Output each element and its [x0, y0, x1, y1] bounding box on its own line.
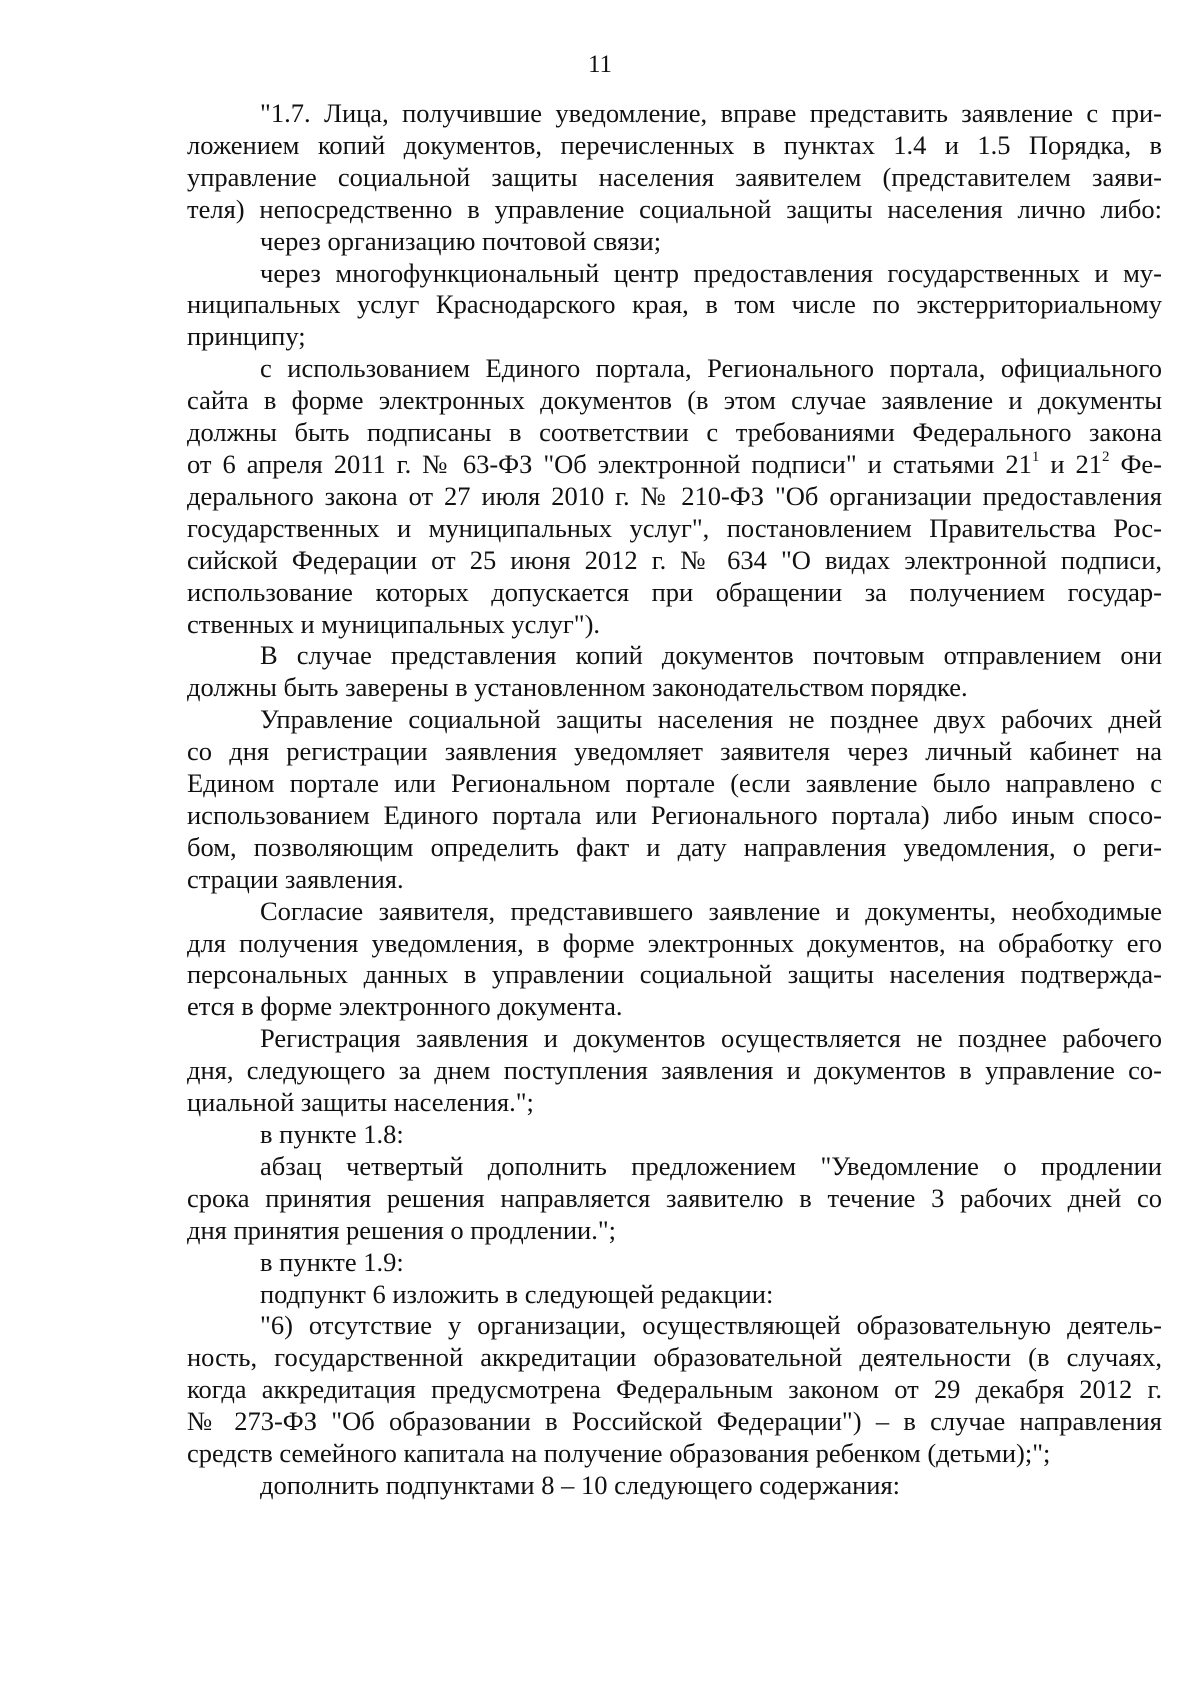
text-line: № 273-ФЗ "Об образовании в Российской Федерации") – в случае направления — [187, 1406, 1162, 1437]
paragraph-mfc — [187, 258, 1162, 354]
paragraph-1-7 — [187, 98, 1162, 226]
text-line: ниципальных услуг Краснодарского края, в том числе по экстерриториальному — [187, 289, 1162, 320]
text-line: подпункт 6 изложить в следующей редакции: — [260, 1278, 774, 1309]
superscript: 1 — [1031, 448, 1040, 465]
text-line: средств семейного капитала на получение образования ребенком (детьми);"; — [187, 1438, 1051, 1469]
document-body — [187, 98, 1162, 1502]
paragraph-item-1-8 — [187, 1119, 1162, 1151]
text-segment: от 6 апреля 2011 г. № 63-ФЗ "Об электронной подписи" и статьями 21 — [187, 448, 1032, 479]
superscript: 2 — [1101, 448, 1110, 465]
paragraph-abzac-4 — [187, 1151, 1162, 1247]
text-line: управление социальной защиты населения заявителем (представителем заяви- — [187, 161, 1162, 192]
text-line: со дня регистрации заявления уведомляет заявителя через личный кабинет на — [187, 736, 1162, 767]
text-line: принципу; — [187, 321, 306, 352]
text-line: абзац четвертый дополнить предложением "Уведомление о продлении — [260, 1150, 1162, 1181]
text-line: "6) отсутствие у организации, осуществляющей образовательную деятель- — [260, 1310, 1162, 1341]
text-line: теля) непосредственно в управление социальной защиты населения лично либо: — [187, 193, 1162, 224]
text-line: использованием Единого портала или Регионального портала) либо иным спосо- — [187, 799, 1162, 830]
text-line: сийской Федерации от 25 июня 2012 г. № 634 "О видах электронной подписи, — [187, 544, 1162, 575]
text-line: с использованием Единого портала, Регионального портала, официального — [260, 353, 1162, 384]
text-line: страции заявления. — [187, 863, 404, 894]
text-line: когда аккредитация предусмотрена Федеральным законом от 29 декабря 2012 г. — [187, 1374, 1162, 1405]
text-line: должны быть заверены в установленном законодательством порядке. — [187, 672, 968, 703]
text-line: бом, позволяющим определить факт и дату направления уведомления, о реги- — [187, 831, 1162, 862]
text-line: циальной защиты населения."; — [187, 1087, 534, 1118]
text-line: в пункте 1.8: — [260, 1119, 404, 1149]
paragraph-subitem-6 — [187, 1310, 1162, 1470]
text-line: дополнить подпунктами 8 – 10 следующего содержания: — [260, 1469, 901, 1500]
text-line: Управление социальной защиты населения не позднее двух рабочих дней — [260, 704, 1162, 735]
paragraph-subitem-6-intro — [187, 1279, 1162, 1311]
text-line: дня принятия решения о продлении."; — [187, 1214, 617, 1245]
text-line: для получения уведомления, в форме электронных документов, на обработку его — [187, 927, 1162, 958]
text-line: через многофункциональный центр предоставления государственных и му- — [260, 257, 1162, 288]
text-line-with-superscripts — [187, 449, 1162, 481]
paragraph-postal — [187, 226, 1162, 258]
text-line: ется в форме электронного документа. — [187, 991, 623, 1022]
text-line: В случае представления копий документов почтовым отправлением они — [260, 640, 1162, 671]
paragraph-consent — [187, 896, 1162, 1024]
text-line: Едином портале или Региональном портале (если заявление было направлено с — [187, 768, 1162, 799]
text-line: в пункте 1.9: — [260, 1246, 404, 1277]
text-line: срока принятия решения направляется заявителю в течение 3 рабочих дней со — [187, 1182, 1162, 1213]
paragraph-portal — [187, 353, 1162, 640]
text-line: сайта в форме электронных документов (в этом случае заявление и документы — [187, 385, 1162, 416]
text-line: должны быть подписаны в соответствии с требованиями Федерального закона — [187, 417, 1162, 448]
paragraph-postal-copies — [187, 640, 1162, 704]
text-line: дня, следующего за днем поступления заявления и документов в управление со- — [187, 1055, 1162, 1086]
paragraph-registration — [187, 1023, 1162, 1119]
text-line: через организацию почтовой связи; — [260, 225, 662, 256]
text-segment: Фе- — [1109, 448, 1162, 479]
text-line: "1.7. Лица, получившие уведомление, вправе представить заявление с при- — [260, 98, 1162, 128]
paragraph-item-1-9 — [187, 1247, 1162, 1279]
text-line: ственных и муниципальных услуг"). — [187, 608, 601, 639]
text-line: использование которых допускается при обращении за получением государ- — [187, 576, 1162, 607]
text-line: Регистрация заявления и документов осуществляется не позднее рабочего — [260, 1023, 1162, 1054]
text-line: дерального закона от 27 июля 2010 г. № 210-ФЗ "Об организации предоставления — [187, 480, 1162, 511]
text-segment: и 21 — [1039, 448, 1102, 479]
text-line: ложением копий документов, перечисленных в пунктах 1.4 и 1.5 Порядка, в — [187, 129, 1162, 160]
text-line: ность, государственной аккредитации образовательной деятельности (в случаях, — [187, 1342, 1162, 1373]
text-line: персональных данных в управлении социальной защиты населения подтвержда- — [187, 959, 1162, 990]
text-line: Согласие заявителя, представившего заявление и документы, необходимые — [260, 895, 1162, 926]
text-line: государственных и муниципальных услуг", постановлением Правительства Рос- — [187, 512, 1162, 543]
paragraph-add-subitems — [187, 1470, 1162, 1502]
paragraph-notification — [187, 704, 1162, 895]
page-number: 11 — [587, 51, 613, 78]
